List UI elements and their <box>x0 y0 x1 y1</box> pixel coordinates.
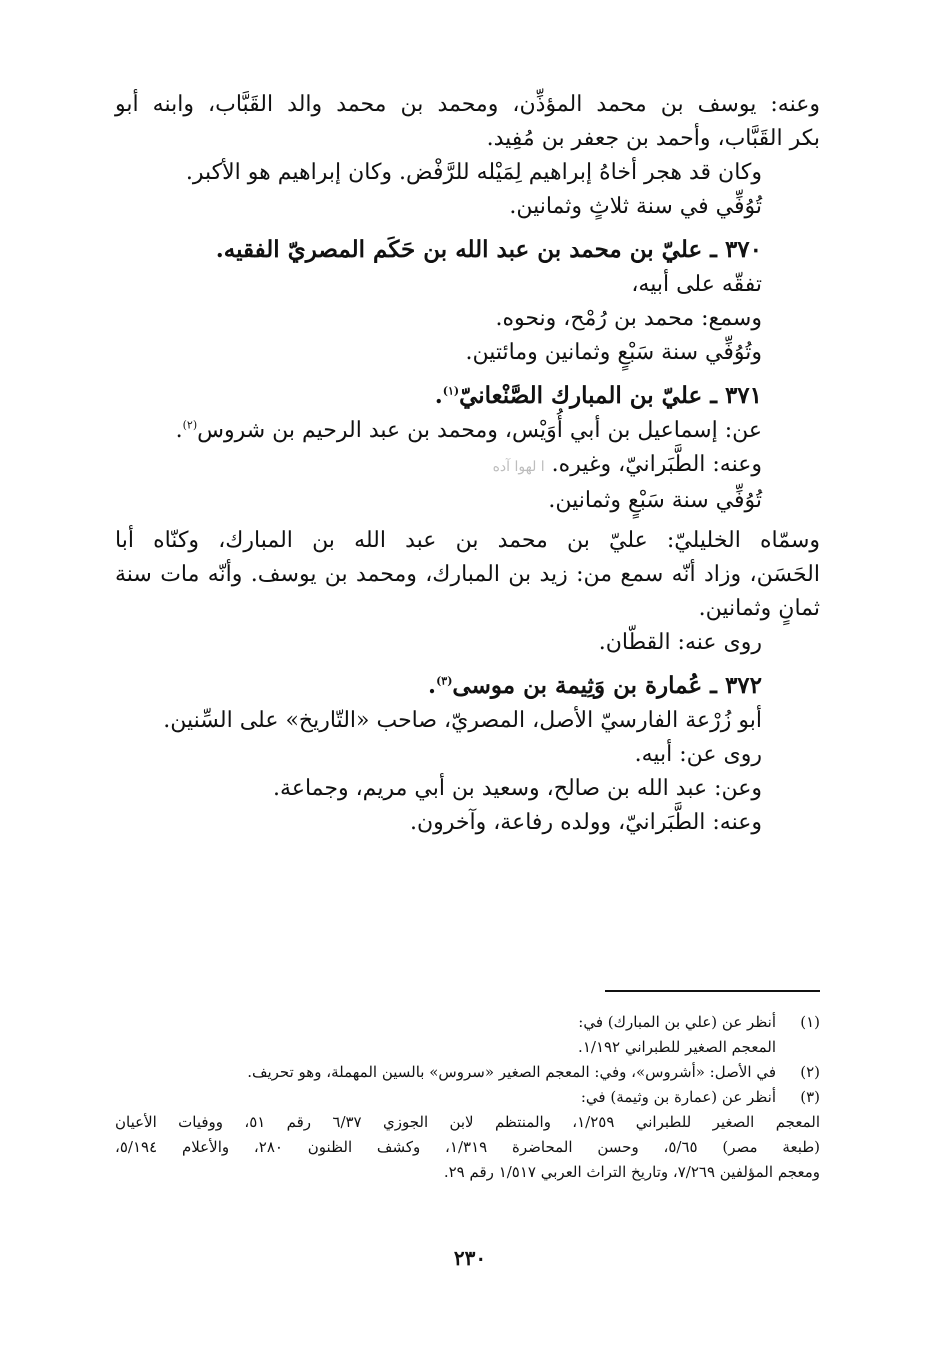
footnote-3-line-2: المعجم الصغير للطبراني ١/٢٥٩، والمنتظم لابن الجوزي ٦/٣٧ رقم ٥١، ووفيات الأعيان <box>115 1113 821 1131</box>
footnotes <box>115 1010 820 1185</box>
entry-371-line-1-end: . <box>175 418 183 443</box>
footnote-2 <box>115 1060 820 1085</box>
footnote-ref-1: (١) <box>442 384 460 398</box>
entry-371-line-1 <box>115 414 820 448</box>
footnote-3-line-4: ومعجم المؤلفين ٧/٢٦٩، وتاريخ التراث العربي ١/٥١٧ رقم ٢٩. <box>443 1163 820 1181</box>
footnote-3-number: (٣) <box>800 1088 820 1106</box>
entry-370-title: ٣٧٠ ـ عليّ بن محمد بن عبد الله بن حَكَم المصريّ الفقيه. <box>215 236 762 263</box>
footnote-2-number: (٢) <box>800 1063 820 1081</box>
footnote-3-line-3: (طبعة مصر) ٥/٦٥، وحسن المحاضرة ١/٣١٩، وكشف الظنون ٢٨٠، والأعلام ٥/١٩٤، <box>115 1138 821 1156</box>
entry-371-para-line-2: الحَسَن، وزاد أنّه سمع من: زيد بن المبارك، ومحمد بن يوسف. وأنّه مات سنة <box>115 562 820 587</box>
entry-371-title-end: . <box>434 382 443 409</box>
faint-margin-note: ا لهوا آده <box>492 459 545 475</box>
entry-372-title-end: . <box>428 672 437 699</box>
entry-371-line-2-text: وعنه: الطَّبَرانيّ، وغيره. <box>551 452 762 477</box>
entry-371-title <box>115 378 820 414</box>
intro-line-2: بكر القَبَّاب، وأحمد بن جعفر بن مُفِيد. <box>486 126 820 151</box>
entry-371-para-line-3: ثمانٍ وثمانين. <box>698 596 820 621</box>
entry-371-title-text: ٣٧١ ـ عليّ بن المبارك الصَّنْعانيّ <box>459 382 762 409</box>
main-text <box>115 88 820 840</box>
footnote-ref-3: (٣) <box>436 674 453 688</box>
entry-372-title <box>115 668 820 704</box>
footnote-1-line-1: أنظر عن (علي بن المبارك) في: <box>578 1013 776 1031</box>
entry-370-line-1: تفقّه على أبيه، <box>631 272 762 297</box>
entry-372-line-3: وعن: عبد الله بن صالح، وسعيد بن أبي مريم، وجماعة. <box>273 776 762 801</box>
entry-371-line-4: روى عنه: القطّان. <box>598 630 762 655</box>
footnote-1 <box>115 1010 820 1035</box>
footnote-1-number: (١) <box>800 1013 820 1031</box>
intro-line-4: تُوُفِّي في سنة ثلاثٍ وثمانين. <box>509 194 762 219</box>
page-number: ٢٣٠ <box>453 1246 487 1270</box>
intro-line-3: وكان قد هجر أخاهُ إبراهيم لِمَيْله للرَّفْض. وكان إبراهيم هو الأكبر. <box>185 160 762 185</box>
footnote-ref-2: (٢) <box>182 418 198 432</box>
entry-370-line-2: وسمع: محمد بن رُمْح، ونحوه. <box>495 306 762 331</box>
entry-371-line-1-text: عن: إسماعيل بن أبي أُوَيْس، ومحمد بن عبد الرحيم بن شروس <box>197 418 762 443</box>
footnote-1-line-2: المعجم الصغير للطبراني ١/١٩٢. <box>578 1038 776 1056</box>
entry-372-line-4: وعنه: الطَّبَرانيّ، وولده رفاعة، وآخرون. <box>409 810 762 835</box>
entry-372-line-1: أبو زُرْعة الفارسيّ الأصل، المصريّ، صاحب «التّاريخ» على السِّنين. <box>163 708 762 733</box>
entry-370-line-3: وتُوُفِّي سنة سَبْعٍ وثمانين ومائتين. <box>465 340 762 365</box>
footnote-3-line-1: أنظر عن (عمارة بن وثيمة) في: <box>580 1088 776 1106</box>
intro-line-1: وعنه: يوسف بن محمد المؤذِّن، ومحمد بن محمد والد القَبَّاب، وابنه أبو <box>115 92 820 117</box>
entry-371-para-line-1: وسمّاه الخليليّ: عليّ بن محمد بن عبد الله بن المبارك، وكنّاه أبا <box>115 528 820 553</box>
footnote-divider <box>605 990 820 992</box>
entry-371-line-3: تُوُفِّي سنة سَبْعٍ وثمانين. <box>548 488 762 513</box>
entry-372-title-text: ٣٧٢ ـ عُمارة بن وَثِيمة بن موسى <box>452 672 762 699</box>
entry-372-line-2: روى عن: أبيه. <box>634 742 762 767</box>
entry-371-line-2 <box>115 448 820 484</box>
footnote-3 <box>115 1085 820 1110</box>
footnote-2-line-1: في الأصل: «أشروس»، وفي: المعجم الصغير «سروس» بالسين المهملة، وهو تحريف. <box>247 1063 776 1081</box>
